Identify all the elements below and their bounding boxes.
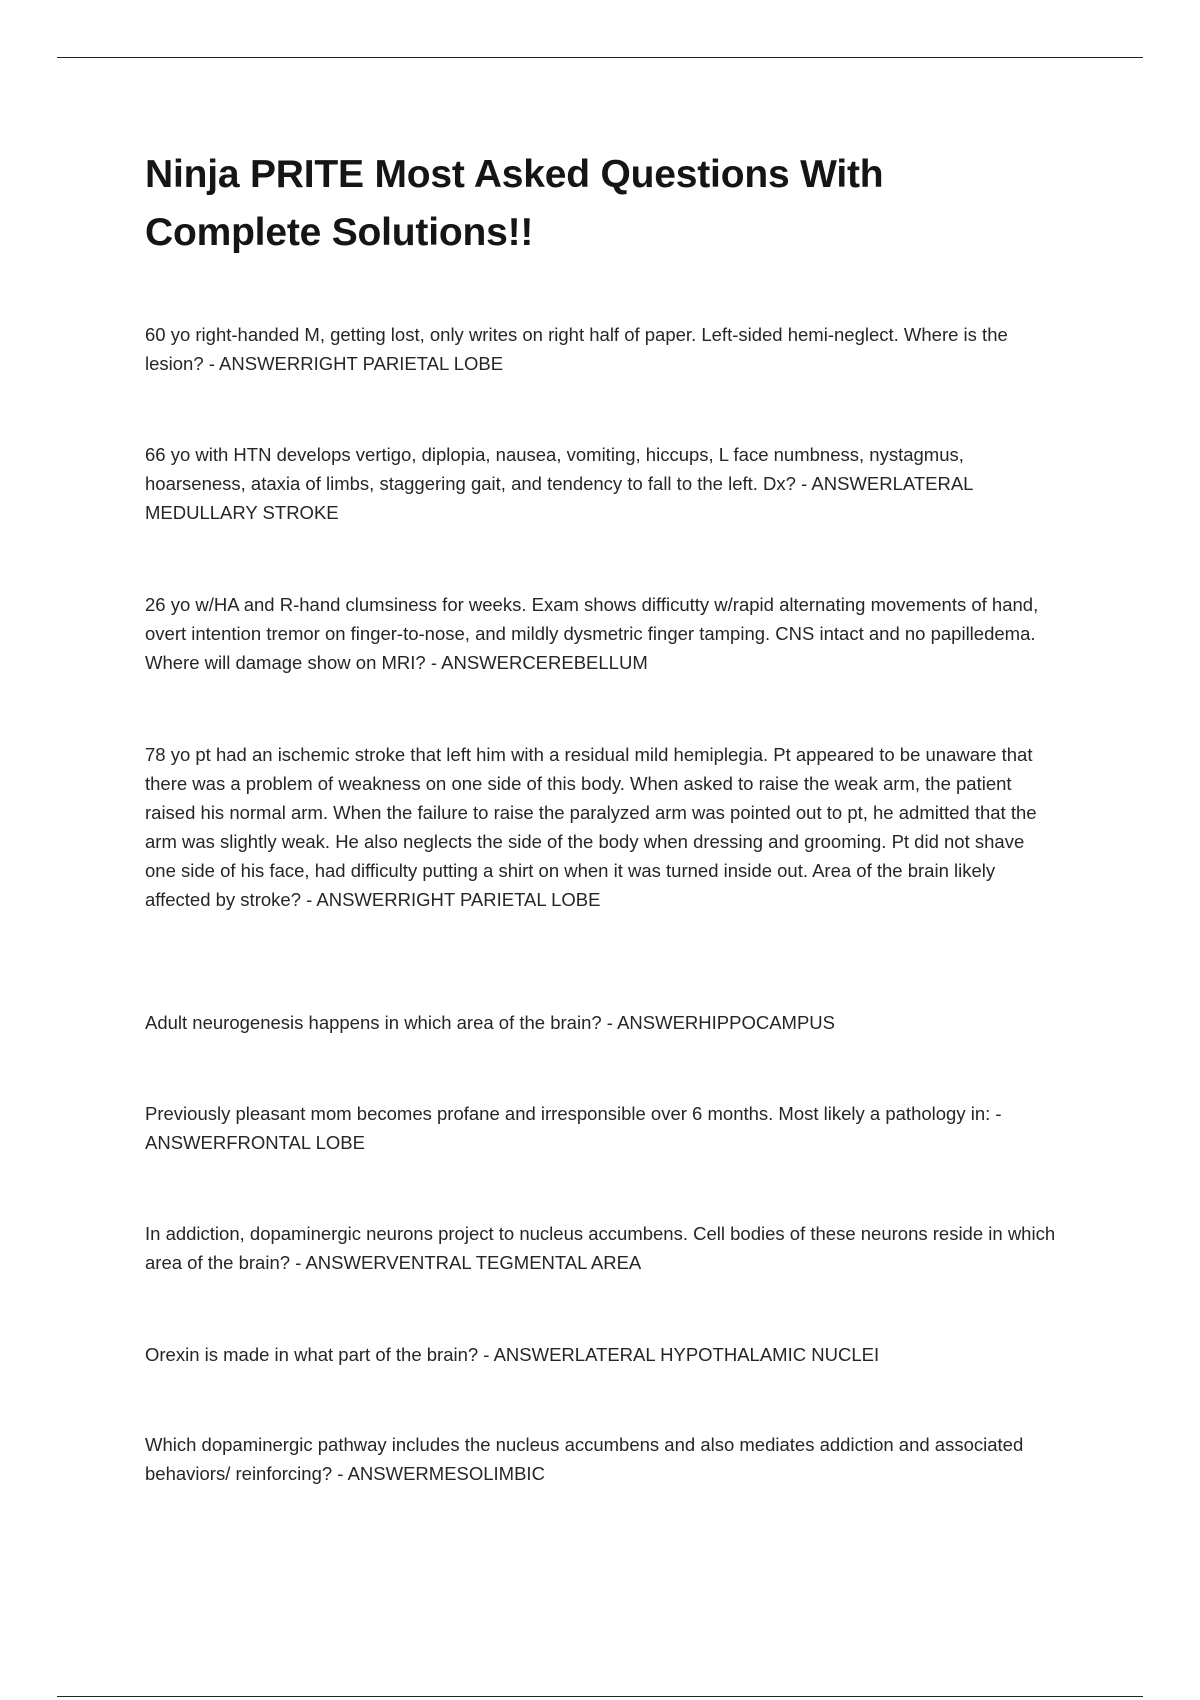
question-item: 66 yo with HTN develops vertigo, diplopia, nausea, vomiting, hiccups, L face numbness, nystagmus, hoarseness, ataxia of limbs, staggering gait, and tendency to fall to the left. Dx? - ANSWERLATERAL MEDULLARY STROKE	[145, 444, 973, 523]
question-item: 26 yo w/HA and R-hand clumsiness for weeks. Exam shows difficutty w/rapid alternating movements of hand, overt intention tremor on finger-to-nose, and mildly dysmetric finger tamping. CNS intact and no papilledema. Where will damage show on MRI? - ANSWERCEREBELLUM	[145, 594, 1039, 673]
question-item: Which dopaminergic pathway includes the nucleus accumbens and also mediates addiction and associated behaviors/ reinforcing? - ANSWERMESOLIMBIC	[145, 1434, 1024, 1484]
question-item: Previously pleasant mom becomes profane and irresponsible over 6 months. Most likely a pathology in: - ANSWERFRONTAL LOBE	[145, 1103, 1002, 1153]
question-item: Orexin is made in what part of the brain? - ANSWERLATERAL HYPOTHALAMIC NUCLEI	[145, 1344, 880, 1365]
footer-rule	[57, 1696, 1143, 1697]
question-item: 78 yo pt had an ischemic stroke that left him with a residual mild hemiplegia. Pt appeared to be unaware that there was a problem of weakness on one side of this body. When asked to raise the weak arm, the patient raised his normal arm. When the failure to raise the paralyzed arm was pointed out to pt, he admitted that the arm was slightly weak. He also neglects the side of the body when dressing and grooming. Pt did not shave one side of his face, had difficulty putting a shirt on when it was turned inside out. Area of the brain likely affected by stroke? - ANSWERRIGHT PARIETAL LOBE	[145, 744, 1037, 910]
question-item: Adult neurogenesis happens in which area of the brain? - ANSWERHIPPOCAMPUS	[145, 1012, 835, 1033]
page-title: Ninja PRITE Most Asked Questions With Complete Solutions!!	[145, 153, 884, 254]
header-rule	[57, 57, 1143, 58]
question-item: In addiction, dopaminergic neurons project to nucleus accumbens. Cell bodies of these neurons reside in which area of the brain? - ANSWERVENTRAL TEGMENTAL AREA	[145, 1223, 1056, 1273]
question-item: 60 yo right-handed M, getting lost, only writes on right half of paper. Left-sided hemi-neglect. Where is the lesion? - ANSWERRIGHT PARIETAL LOBE	[145, 324, 1008, 374]
